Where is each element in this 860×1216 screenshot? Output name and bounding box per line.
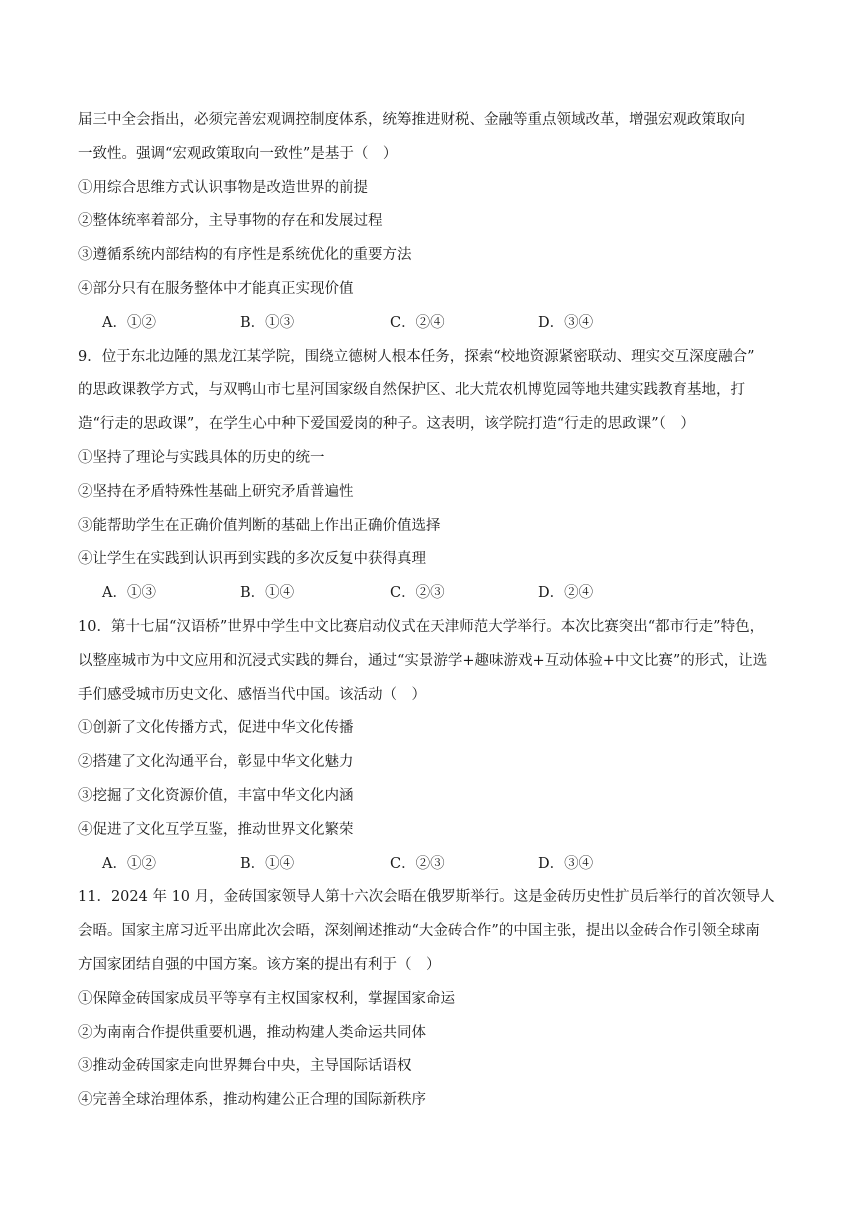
question-stem-line: 10．第十七届“汉语桥”世界中学生中文比赛启动仪式在天津师范大学举行。本次比赛突出“都市行走”特色，	[78, 618, 765, 635]
question-10	[78, 611, 790, 881]
question-stem-line: 9．位于东北边陲的黑龙江某学院，围绕立德树人根本任务，探索“校地资源紧密联动、理实交互深度融合”	[78, 348, 755, 365]
answer-choices	[78, 848, 790, 882]
question-9	[78, 341, 790, 611]
statement-option: ④完善全球治理体系，推动构建公正合理的国际新秩序	[78, 1092, 426, 1109]
question-11	[78, 881, 790, 1118]
statement-option: ①坚持了理论与实践具体的历史的统一	[78, 449, 325, 466]
statement-option: ②为南南合作提供重要机遇，推动构建人类命运共同体	[78, 1024, 426, 1041]
exam-page	[78, 104, 790, 1118]
statement-option: ②坚持在矛盾特殊性基础上研究矛盾普遍性	[78, 483, 354, 500]
question-stem-line: 的思政课教学方式，与双鸭山市七星河国家级自然保护区、北大荒农机博览园等地共建实践教育基地，打	[78, 382, 745, 399]
question-stem-line: 会晤。国家主席习近平出席此次会晤，深刻阐述推动“大金砖合作”的中国主张，提出以金砖合作引领全球南	[78, 923, 760, 940]
answer-choice-b: B．①④	[240, 585, 295, 602]
question-stem-line: 造“行走的思政课”，在学生心中种下爱国爱岗的种子。这表明，该学院打造“行走的思政课”（ ）	[78, 416, 695, 433]
answer-choice-c: C．②③	[390, 855, 445, 872]
answer-choice-d: D．③④	[538, 855, 594, 872]
answer-choice-d: D．③④	[538, 314, 594, 331]
statement-option: ③遵循系统内部结构的有序性是系统优化的重要方法	[78, 247, 412, 264]
answer-choice-a: A．①②	[102, 855, 156, 872]
question-8	[78, 104, 790, 341]
statement-option: ②搭建了文化沟通平台，彰显中华文化魅力	[78, 754, 354, 771]
answer-choice-b: B．①③	[240, 314, 295, 331]
answer-choices	[78, 307, 790, 341]
question-stem-line: 方国家团结自强的中国方案。该方案的提出有利于（ ）	[78, 956, 441, 973]
answer-choice-d: D．②④	[538, 585, 594, 602]
question-stem-line: 手们感受城市历史文化、感悟当代中国。该活动（ ）	[78, 686, 426, 703]
answer-choice-a: A．①③	[102, 585, 156, 602]
question-stem-line: 以整座城市为中文应用和沉浸式实践的舞台，通过“实景游学+趣味游戏+互动体验+中文比赛”的形式，让选	[78, 652, 768, 669]
statement-option: ①创新了文化传播方式，促进中华文化传播	[78, 720, 354, 737]
question-stem-line: 一致性。强调“宏观政策取向一致性”是基于（ ）	[78, 145, 398, 162]
statement-option: ④促进了文化互学互鉴，推动世界文化繁荣	[78, 821, 354, 838]
statement-option: ③能帮助学生在正确价值判断的基础上作出正确价值选择	[78, 517, 441, 534]
answer-choices	[78, 577, 790, 611]
statement-option: ④让学生在实践到认识再到实践的多次反复中获得真理	[78, 551, 426, 568]
statement-option: ①用综合思维方式认识事物是改造世界的前提	[78, 179, 368, 196]
statement-option: ③推动金砖国家走向世界舞台中央，主导国际话语权	[78, 1058, 412, 1075]
statement-option: ②整体统率着部分，主导事物的存在和发展过程	[78, 213, 383, 230]
answer-choice-a: A．①②	[102, 314, 156, 331]
question-stem-line: 届三中全会指出，必须完善宏观调控制度体系，统筹推进财税、金融等重点领域改革，增强宏观政策取向	[78, 112, 745, 128]
question-stem-line: 11．2024 年 10 月，金砖国家领导人第十六次会晤在俄罗斯举行。这是金砖历史性扩员后举行的首次领导人	[78, 889, 775, 906]
answer-choice-c: C．②④	[390, 314, 445, 331]
statement-option: ④部分只有在服务整体中才能真正实现价值	[78, 280, 354, 297]
statement-option: ①保障金砖国家成员平等享有主权国家权利，掌握国家命运	[78, 990, 455, 1007]
statement-option: ③挖掘了文化资源价值，丰富中华文化内涵	[78, 787, 354, 804]
answer-choice-c: C．②③	[390, 585, 445, 602]
answer-choice-b: B．①④	[240, 855, 295, 872]
